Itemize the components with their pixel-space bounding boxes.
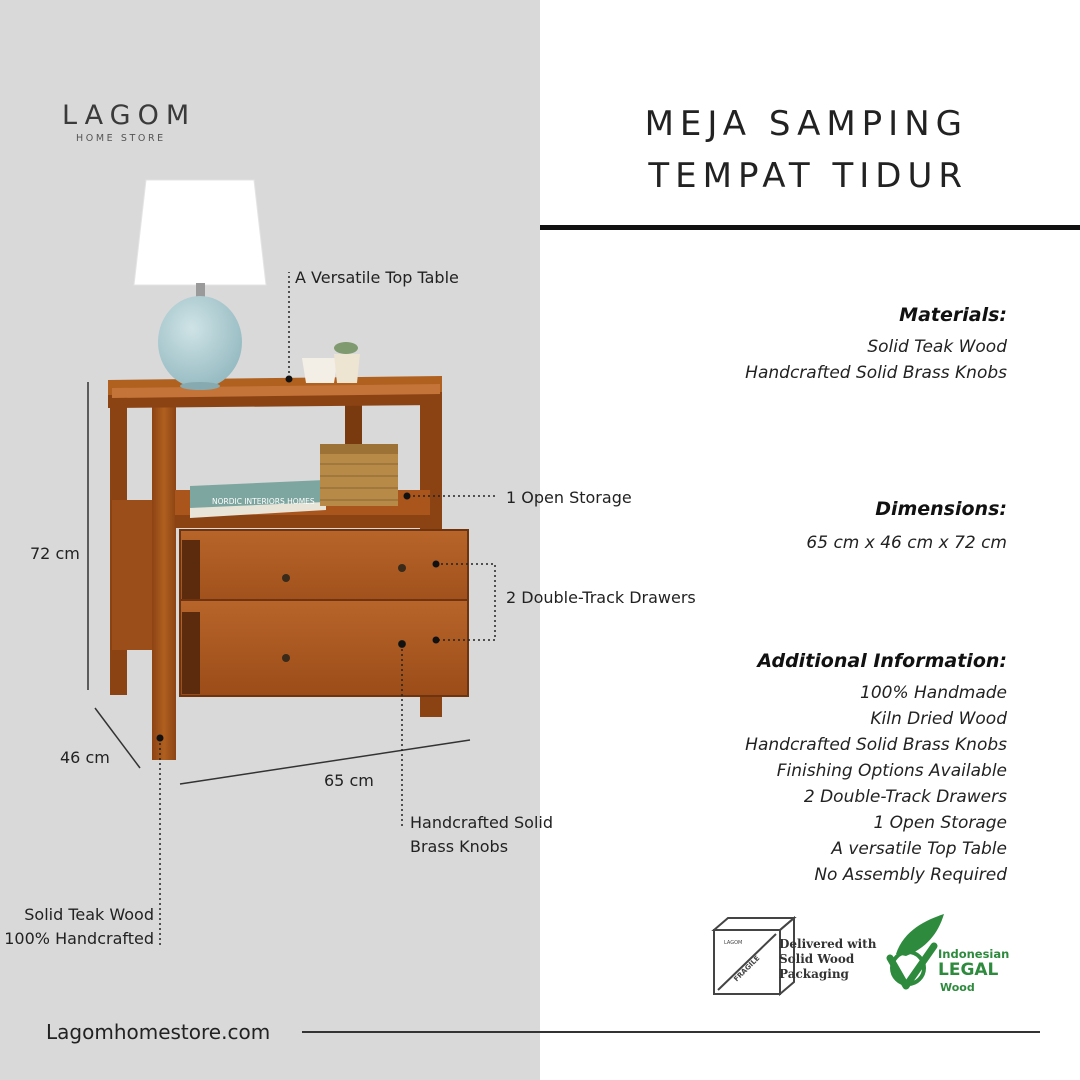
legal-wood-leaf-icon: [886, 910, 946, 992]
delivery-text-line2: Solid Wood: [779, 952, 855, 966]
front-left-leg: [152, 395, 176, 760]
callout-wood-line2: 100% Handcrafted: [4, 929, 154, 948]
footer-website-link[interactable]: Lagomhomestore.com: [46, 1020, 271, 1044]
succulent: [334, 342, 358, 354]
delivery-text-line1: Delivered with: [779, 937, 877, 951]
callout-wood-line1: Solid Teak Wood: [24, 905, 154, 924]
additional-item: Handcrafted Solid Brass Knobs: [745, 735, 1007, 755]
dimensions-heading: Dimensions:: [875, 498, 1007, 520]
materials-item: Solid Teak Wood: [867, 337, 1007, 357]
legal-wood-line2: LEGAL: [938, 960, 999, 980]
callout-open-storage: 1 Open Storage: [506, 488, 632, 507]
lamp-base: [158, 296, 242, 388]
brand-logo[interactable]: LAGOM: [62, 100, 197, 131]
brand-tagline: HOME STORE: [76, 133, 166, 144]
additional-item: Kiln Dried Wood: [870, 709, 1007, 729]
callout-knobs-line1: Handcrafted Solid: [410, 813, 554, 832]
dimensions-value: 65 cm x 46 cm x 72 cm: [806, 533, 1007, 553]
callout-top-table: A Versatile Top Table: [295, 268, 459, 287]
box-fragile-label: FRAGILE: [732, 954, 762, 984]
width-label: 65 cm: [324, 771, 374, 790]
additional-item: A versatile Top Table: [831, 839, 1007, 859]
title-line2: TEMPAT TIDUR: [648, 156, 968, 196]
title-rule: [540, 225, 1080, 230]
planter-left: [302, 358, 338, 383]
planter-right: [334, 354, 360, 383]
title-line1: MEJA SAMPING: [644, 104, 968, 144]
footer-rule: [302, 1031, 1040, 1033]
upper-left-knob: [282, 574, 290, 582]
upper-right-knob: [398, 564, 406, 572]
box-brand: LAGOM: [724, 940, 743, 946]
lamp-shade: [134, 180, 266, 285]
materials-item: Handcrafted Solid Brass Knobs: [745, 363, 1007, 383]
additional-item: 100% Handmade: [860, 683, 1007, 703]
lower-drawer: [180, 600, 468, 696]
additional-heading: Additional Information:: [757, 650, 1007, 672]
side-panel: [112, 500, 157, 650]
materials-heading: Materials:: [899, 304, 1007, 326]
additional-item: Finishing Options Available: [776, 761, 1007, 781]
legal-wood-line1: Indonesian: [938, 947, 1010, 961]
height-label: 72 cm: [30, 544, 80, 563]
delivery-text-line3: Packaging: [779, 967, 849, 981]
additional-item: 1 Open Storage: [873, 813, 1007, 833]
additional-item: No Assembly Required: [814, 865, 1007, 885]
lower-left-knob: [282, 654, 290, 662]
legal-wood-line3: Wood: [940, 981, 975, 994]
depth-label: 46 cm: [60, 748, 110, 767]
additional-item: 2 Double-Track Drawers: [803, 787, 1007, 807]
callout-drawers: 2 Double-Track Drawers: [506, 588, 696, 607]
callout-knobs-line2: Brass Knobs: [410, 837, 509, 856]
book-title: NORDIC INTERIORS HOMES: [212, 497, 315, 506]
